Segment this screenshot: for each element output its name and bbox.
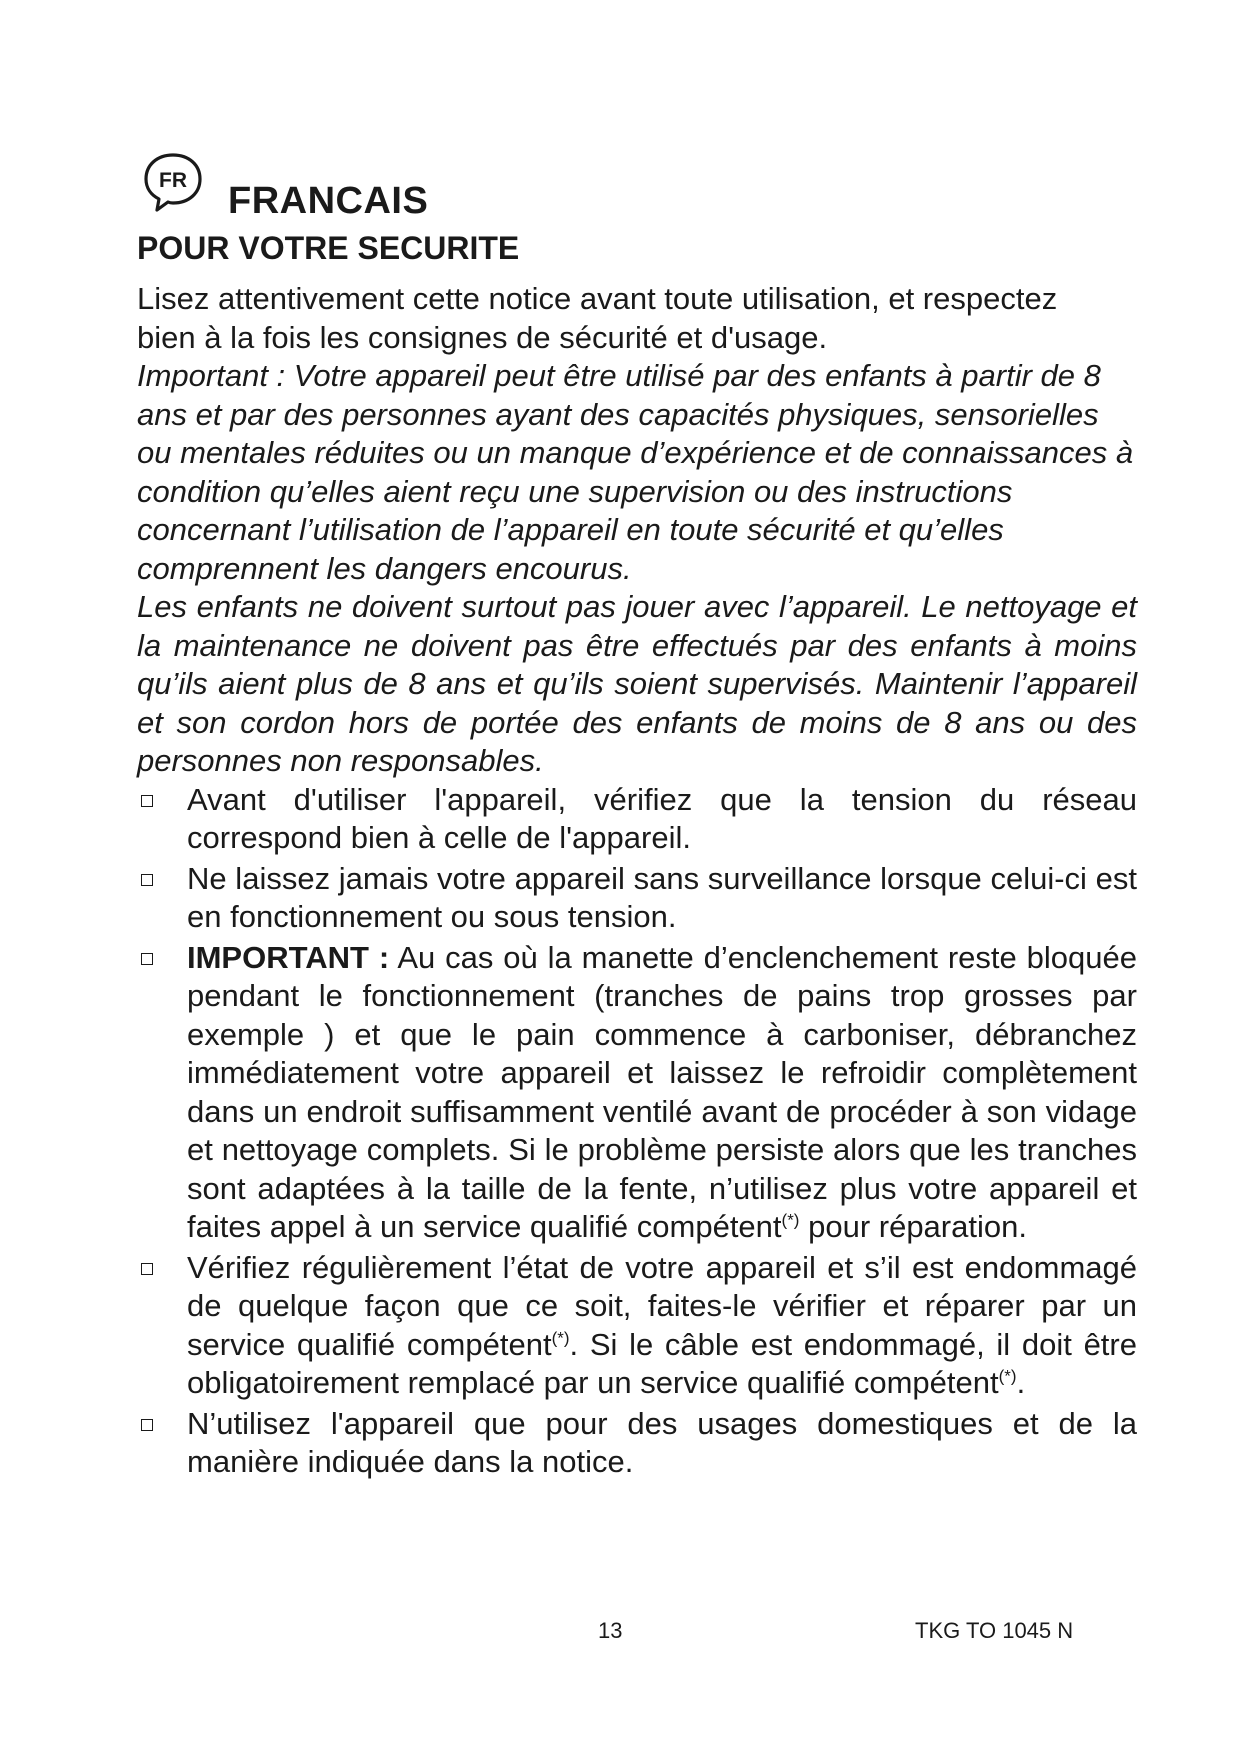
safety-bullet-list: [137, 781, 1137, 1482]
section-title: POUR VOTRE SECURITE: [137, 230, 520, 266]
model-number: TKG TO 1045 N: [915, 1618, 1074, 1643]
page-number: 13: [598, 1618, 623, 1643]
safety-text: [137, 280, 1137, 1482]
bullet-text: Vérifiez régulièrement l’état de votre appareil et s’il est endommagé de quelque façon que ce soit, faites-le vérifier et réparer par un service qualifié compétent: [187, 1249, 1137, 1362]
language-title: FRANCAIS: [228, 180, 429, 222]
list-item: [137, 860, 1137, 937]
bullet-text-end: .: [1016, 1365, 1026, 1400]
checkbox-bullet-icon: [141, 1263, 153, 1275]
footnote-marker: (*): [781, 1210, 800, 1230]
bullet-text: Avant d'utiliser l'appareil, vérifiez que la tension du réseau correspond bien à celle de l'appareil.: [187, 781, 1137, 855]
bullet-text: Au cas où la manette d’enclenchement reste bloquée pendant le fonctionnement (tranches de pains trop grosses par exemple ) et que le pain commence à carboniser, débranchez immédiatement votre appareil et laissez le refroidir complètement dans un endroit suffisamment ventilé avant de procéder à son vidage et nettoyage complets. Si le problème persiste alors que les tranches sont adaptées à la taille de la fente, n’utilisez plus votre appareil et faites appel à un service qualifié compétent: [187, 939, 1137, 1244]
checkbox-bullet-icon: [141, 795, 153, 807]
bullet-text: . Si le câble est endommagé, il doit être obligatoirement remplacé par un service qualifié compétent: [187, 1326, 1137, 1400]
list-item: [137, 781, 1137, 858]
footnote-marker: (*): [551, 1328, 570, 1348]
children-paragraph: Les enfants ne doivent surtout pas jouer avec l’appareil. Le nettoyage et la maintenance ne doivent pas être effectués par des enfants à moins qu’ils aient plus de 8 ans et qu’ils soient supervisés. Maintenir l’appareil et son cordon hors de portée des enfants de moins de 8 ans ou des personnes non responsables.: [137, 589, 1137, 778]
language-speech-bubble-icon: [140, 150, 206, 216]
bullet-text: N’utilisez l'appareil que pour des usages domestiques et de la manière indiquée dans la notice.: [187, 1405, 1137, 1479]
footnote-marker: (*): [998, 1366, 1017, 1386]
list-item: [137, 1249, 1137, 1403]
language-badge-text: FR: [159, 169, 187, 192]
intro-paragraph: Lisez attentivement cette notice avant toute utilisation, et respectez bien à la fois les consignes de sécurité et d'usage.: [137, 281, 1058, 355]
bullet-text: Ne laissez jamais votre appareil sans surveillance lorsque celui-ci est en fonctionnement ou sous tension.: [187, 860, 1137, 934]
checkbox-bullet-icon: [141, 1419, 153, 1431]
important-paragraph: Important : Votre appareil peut être utilisé par des enfants à partir de 8 ans et par des personnes ayant des capacités physiques, sensorielles ou mentales réduites ou un manque d’expérience et de connaissances à condition qu’elles aient reçu une supervision ou des instructions concernant l’utilisation de l’appareil en toute sécurité et qu’elles comprennent les dangers encourus.: [137, 358, 1134, 586]
bullet-text-end: pour réparation.: [799, 1209, 1027, 1244]
checkbox-bullet-icon: [141, 874, 153, 886]
important-label: IMPORTANT :: [187, 939, 390, 975]
list-item: [137, 1405, 1137, 1482]
checkbox-bullet-icon: [141, 953, 153, 965]
list-item: [137, 939, 1137, 1247]
